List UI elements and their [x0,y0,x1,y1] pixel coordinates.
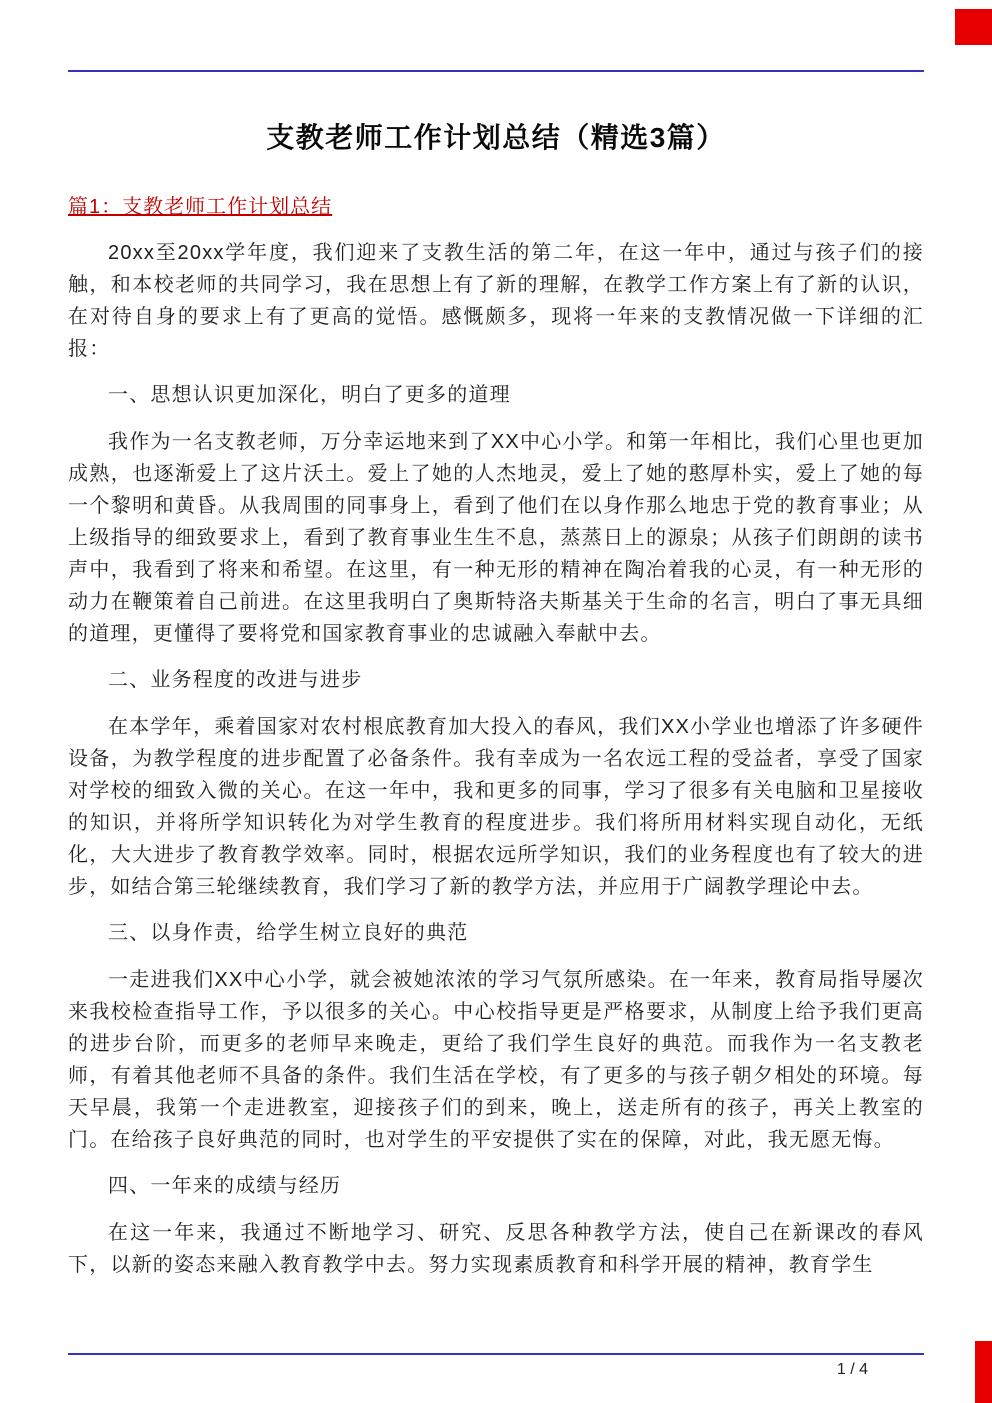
intro-paragraph: 20xx至20xx学年度，我们迎来了支教生活的第二年，在这一年中，通过与孩子们的接触，和本校老师的共同学习，我在思想上有了新的理解，在教学工作方案上有了新的认识，在对待自身的要求上有了更高的觉悟。感慨颇多，现将一年来的支教情况做一下详细的汇报： [68,242,924,360]
page-indicator: 1 / 4 [836,1361,868,1378]
corner-accent-bottom [975,1341,992,1403]
document-title: 支教老师工作计划总结（精选3篇） [266,122,726,153]
footer-rule [68,1353,924,1355]
section-3-paragraph: 一走进我们XX中心小学，就会被她浓浓的学习气氛所感染。在一年来，教育局指导屡次来我校检查指导工作，予以很多的关心。中心校指导更是严格要求，从制度上给予我们更高的进步台阶，而更多的老师早来晚走，更给了我们学生良好的典范。而我作为一名支教老师，有着其他老师不具备的条件。我们生活在学校，有了更多的与孩子朝夕相处的环境。每天早晨，我第一个走进教室，迎接孩子们的到来，晚上，送走所有的孩子，再关上教室的门。在给孩子良好典范的同时，也对学生的平安提供了实在的保障，对此，我无愿无悔。 [68,969,924,1151]
article-1-heading: 篇1：支教老师工作计划总结 [68,196,333,218]
section-2-paragraph: 在本学年，乘着国家对农村根底教育加大投入的春风，我们XX小学业也增添了许多硬件设备，为教学程度的进步配置了必备条件。我有幸成为一名农远工程的受益者，享受了国家对学校的细致入微的关心。在这一年中，我和更多的同事，学习了很多有关电脑和卫星接收的知识，并将所学知识转化为对学生教育的程度进步。我们将所用材料实现自动化，无纸化，大大进步了教育教学效率。同时，根据农远所学知识，我们的业务程度也有了较大的进步，如结合第三轮继续教育，我们学习了新的教学方法，并应用于广阔教学理论中去。 [68,716,924,898]
document-content [68,72,924,1281]
section-3-heading: 三、以身作责，给学生树立良好的典范 [108,922,469,944]
section-4-heading: 四、一年来的成绩与经历 [108,1175,342,1197]
section-1-heading: 一、思想认识更加深化，明白了更多的道理 [108,384,511,406]
section-4-paragraph: 在这一年来，我通过不断地学习、研究、反思各种教学方法，使自己在新课改的春风下，以新的姿态来融入教育教学中去。努力实现素质教育和科学开展的精神，教育学生 [68,1222,924,1276]
section-2-heading: 二、业务程度的改进与进步 [108,669,363,691]
section-1-paragraph: 我作为一名支教老师，万分幸运地来到了XX中心小学。和第一年相比，我们心里也更加成熟，也逐渐爱上了这片沃土。爱上了她的人杰地灵，爱上了她的憨厚朴实，爱上了她的每一个黎明和黄昏。从我周围的同事身上，看到了他们在以身作那么地忠于党的教育事业；从上级指导的细致要求上，看到了教育事业生生不息，蒸蒸日上的源泉；从孩子们朗朗的读书声中，我看到了将来和希望。在这里，有一种无形的精神在陶冶着我的心灵，有一种无形的动力在鞭策着自己前进。在这里我明白了奥斯特洛夫斯基关于生命的名言，明白了事无具细的道理，更懂得了要将党和国家教育事业的忠诚融入奉献中去。 [68,431,924,645]
corner-accent-top [955,9,992,45]
